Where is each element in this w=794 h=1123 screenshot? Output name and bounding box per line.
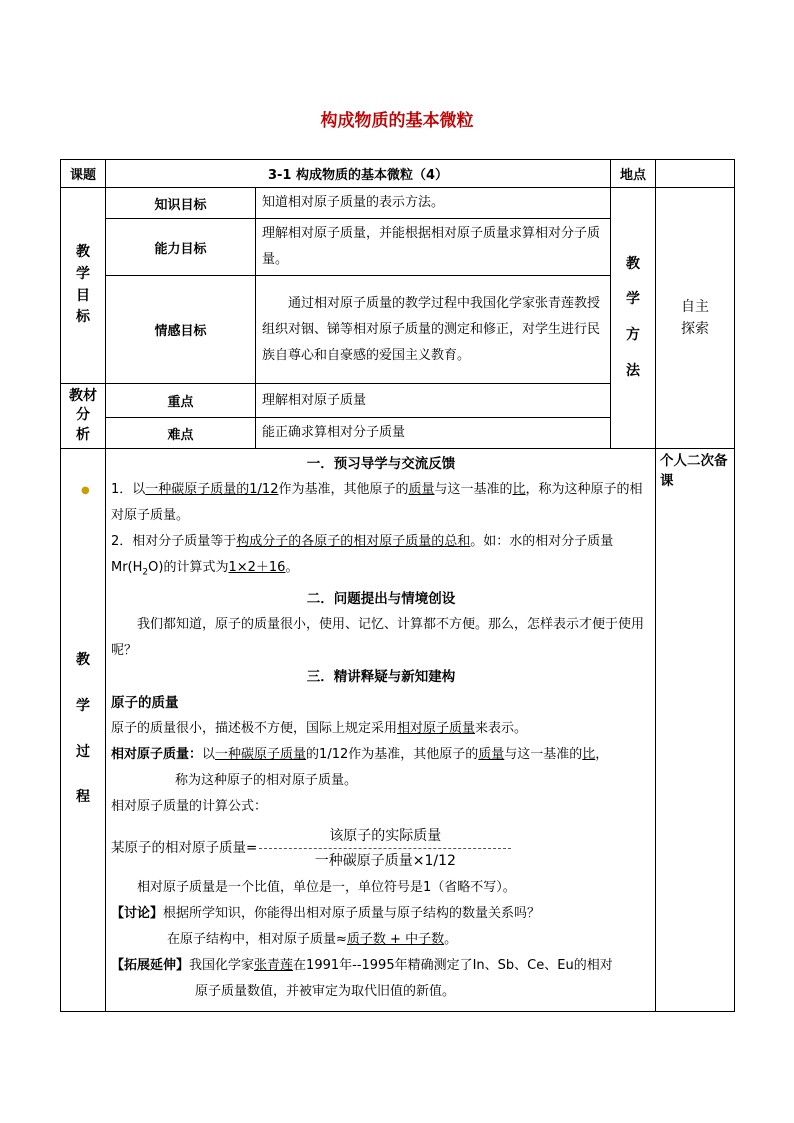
lesson-plan-table [60,159,735,1012]
relative-mass-definition-line2: 称为这种原子的相对原子质量。 [175,772,358,788]
difficulty-label: 难点 [106,418,256,449]
section1-title: 一．预习导学与交流反馈 [306,456,456,472]
ratio-text: 相对原子质量是一个比值，单位是一，单位符号是1（省略不写）。 [137,879,516,895]
process-label: ● 教 学 过 程 [61,449,106,1012]
emotion-goal-label: 情感目标 [106,276,256,384]
relative-mass-definition: 相对原子质量：以一种碳原子质量的1/12作为基准，其他原子的质量与这一基准的比， [111,746,609,762]
analysis-label: 教材 分 析 [61,384,106,449]
emotion-goal-text: 通过相对原子质量的教学过程中我国化学家张青莲教授组织对铟、锑等相对原子质量的测定和修正，对学生进行民族自尊心和自豪感的爱国主义教育。 [256,276,611,384]
formula-intro: 相对原子质量的计算公式： [111,798,268,814]
second-prep-label: 个人二次备课 [656,449,735,1012]
ability-goal-text: 理解相对原子质量，并能根据相对原子质量求算相对分子质量。 [256,219,611,276]
section3-title: 三．精讲释疑与新知建构 [306,668,456,685]
topic-label: 课题 [61,160,106,188]
s1-paragraph2: 2．相对分子质量等于构成分子的各原子的相对原子质量的总和。如：水的相对分子质量$Mr(H_2O)$的计算式为1×2＋16。 [111,534,614,578]
document-title: 构成物质的基本微粒 [320,111,474,131]
method-value [656,188,735,449]
key-point-label: 重点 [106,384,256,418]
topic-value: 3-1 构成物质的基本微粒（4） [106,160,611,188]
section2-title: 二．问题提出与情境创设 [306,590,456,607]
formula-denominator: 一种碳原子质量×1/12 [314,852,456,869]
s2-text: 我们都知道，原子的质量很小，使用、记忆、计算都不方便。那么，怎样表示才便于使用呢？ [111,616,645,658]
process-content [106,449,656,1012]
method-value-line1: 自主 [681,299,709,315]
structure-relation: 在原子结构中，相对原子质量≈质子数 + 中子数。 [167,931,458,947]
method-label: 教 学 方 法 [611,188,656,449]
extension: 【拓展延伸】我国化学家张青莲在1991年--1995年精确测定了In、Sb、Ce、Eu的相对 [111,957,613,973]
difficulty-text: 能正确求算相对分子质量 [256,418,611,449]
relative-mass-formula [111,824,651,873]
knowledge-goal-label: 知识目标 [106,188,256,219]
key-point-text: 理解相对原子质量 [256,384,611,418]
decorative-dot-icon: ● [81,485,90,496]
method-value-line2: 探索 [681,321,709,337]
formula-left: 某原子的相对原子质量= [111,840,258,857]
place-value [656,160,735,188]
atom-mass-text: 原子的质量很小，描述极不方便，国际上规定采用相对原子质量来表示。 [111,720,528,736]
goals-label: 教 学 目 标 [61,188,106,384]
ability-goal-label: 能力目标 [106,219,256,276]
formula-fraction [259,824,511,873]
discussion: 【讨论】根据所学知识，你能得出相对原子质量与原子结构的数量关系吗？ [111,905,541,921]
knowledge-goal-text: 知道相对原子质量的表示方法。 [256,188,611,219]
place-label: 地点 [611,160,656,188]
s1-paragraph1: 1．以一种碳原子质量的1/12作为基准，其他原子的质量与这一基准的比，称为这种原子的相对原子质量。 [111,482,643,523]
formula-numerator: 该原子的实际质量 [329,827,442,844]
extension-line2: 原子质量数值，并被审定为取代旧值的新值。 [195,983,456,999]
atom-mass-heading: 原子的质量 [111,694,179,711]
